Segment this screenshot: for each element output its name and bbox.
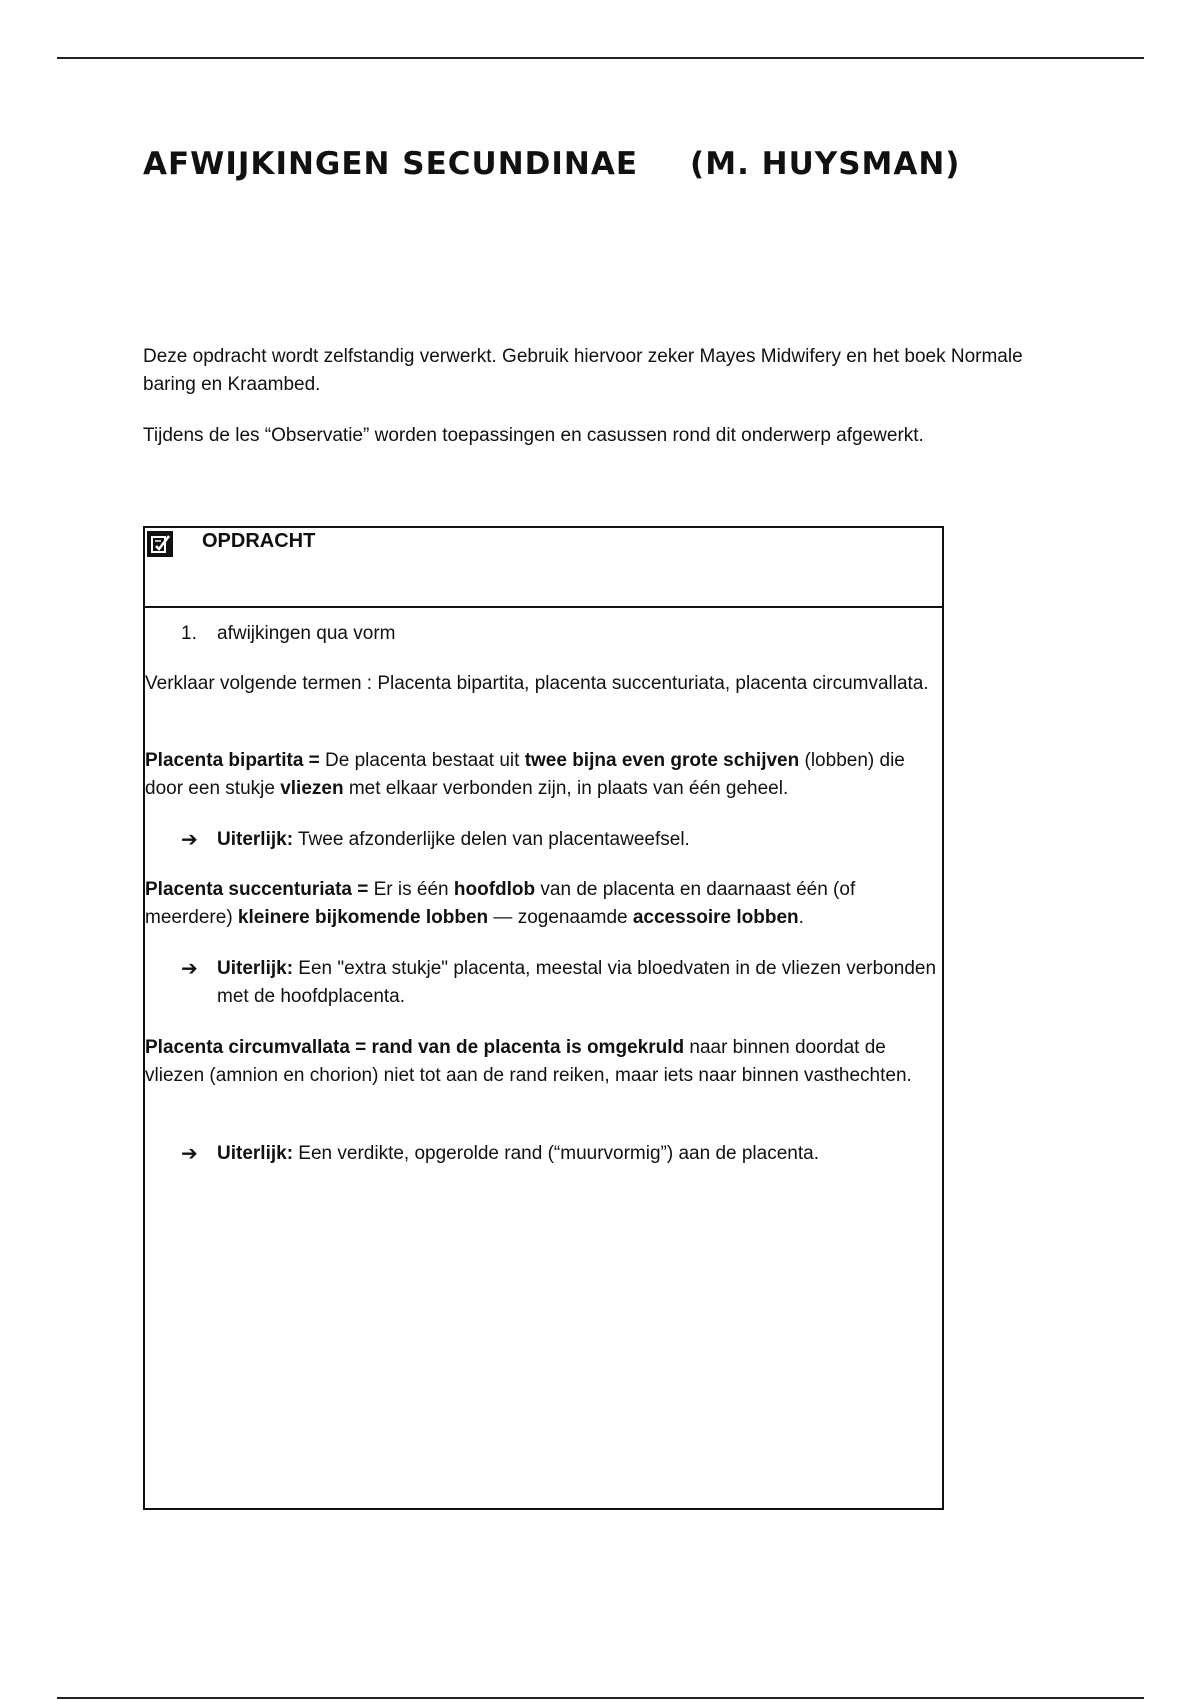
succenturiata-text-2: van de placenta en daarnaast één (of meerdere) [145, 879, 856, 928]
appearance-label: Uiterlijk: [217, 958, 294, 979]
header-rule [57, 57, 1144, 59]
circumvallata-definition [145, 1034, 940, 1090]
succenturiata-text-3: — zogenaamde [488, 907, 633, 928]
succenturiata-text-4: . [798, 907, 804, 928]
list-item-label: afwijkingen qua vorm [217, 623, 396, 644]
appearance-text: Twee afzonderlijke delen van placentaweefsel. [293, 829, 690, 850]
assignment-title: OPDRACHT [202, 530, 316, 552]
arrow-icon: ➔ [181, 1143, 198, 1165]
succenturiata-bold-2: kleinere bijkomende lobben [237, 907, 489, 928]
bipartita-definition [145, 747, 940, 803]
document-title [143, 146, 960, 182]
circumvallata-text-1: naar binnen doordat de vliezen (amnion en chorion) niet tot aan de rand reiken, maar iets naar binnen vasthechten. [145, 1037, 912, 1086]
bipartita-term: Placenta bipartita = [145, 750, 320, 771]
intro-paragraph-2: Tijdens de les “Observatie” worden toepassingen en casussen rond dit onderwerp afgewerkt. [143, 425, 924, 446]
appearance-label: Uiterlijk: [217, 1143, 294, 1164]
bipartita-appearance [181, 826, 937, 854]
appearance-text: Een "extra stukje" placenta, meestal via bloedvaten in de vliezen verbonden met de hoofdplacenta. [217, 958, 937, 1007]
bipartita-text-2: (lobben) die door een stukje [145, 750, 905, 799]
title-main: AFWIJKINGEN SECUNDINAE [143, 146, 639, 182]
bipartita-bold-2: vliezen [280, 778, 344, 799]
appearance-text: Een verdikte, opgerolde rand (“muurvormig”) aan de placenta. [293, 1143, 819, 1164]
question-text: Verklaar volgende termen : Placenta bipartita, placenta succenturiata, placenta circumvallata. [145, 673, 929, 694]
list-item [181, 620, 976, 648]
circumvallata-term: Placenta circumvallata = rand van de placenta is omgekruld [145, 1037, 685, 1058]
succenturiata-definition [145, 876, 940, 932]
assignment-header [145, 528, 942, 608]
intro-paragraph-1: Deze opdracht wordt zelfstandig verwerkt. Gebruik hiervoor zeker Mayes Midwifery en het boek Normale baring en Kraambed. [143, 346, 1023, 395]
succenturiata-appearance [181, 955, 937, 1011]
checklist-icon [147, 531, 173, 557]
succenturiata-text-1: Er is één [368, 879, 454, 900]
bipartita-text-3: met elkaar verbonden zijn, in plaats van één geheel. [343, 778, 789, 799]
bipartita-text-1: De placenta bestaat uit [319, 750, 525, 771]
bipartita-bold-1: twee bijna even grote schijven [524, 750, 800, 771]
succenturiata-bold-3: accessoire lobben [632, 907, 799, 928]
assignment-box [143, 526, 944, 1510]
arrow-icon: ➔ [181, 958, 198, 980]
title-author: (M. HUYSMAN) [690, 146, 961, 182]
appearance-label: Uiterlijk: [217, 829, 294, 850]
circumvallata-appearance [181, 1140, 937, 1168]
succenturiata-term: Placenta succenturiata = [145, 879, 369, 900]
arrow-icon: ➔ [181, 829, 198, 851]
list-item-number: 1. [181, 623, 197, 644]
succenturiata-bold-1: hoofdlob [453, 879, 536, 900]
footer-rule [57, 1697, 1144, 1699]
